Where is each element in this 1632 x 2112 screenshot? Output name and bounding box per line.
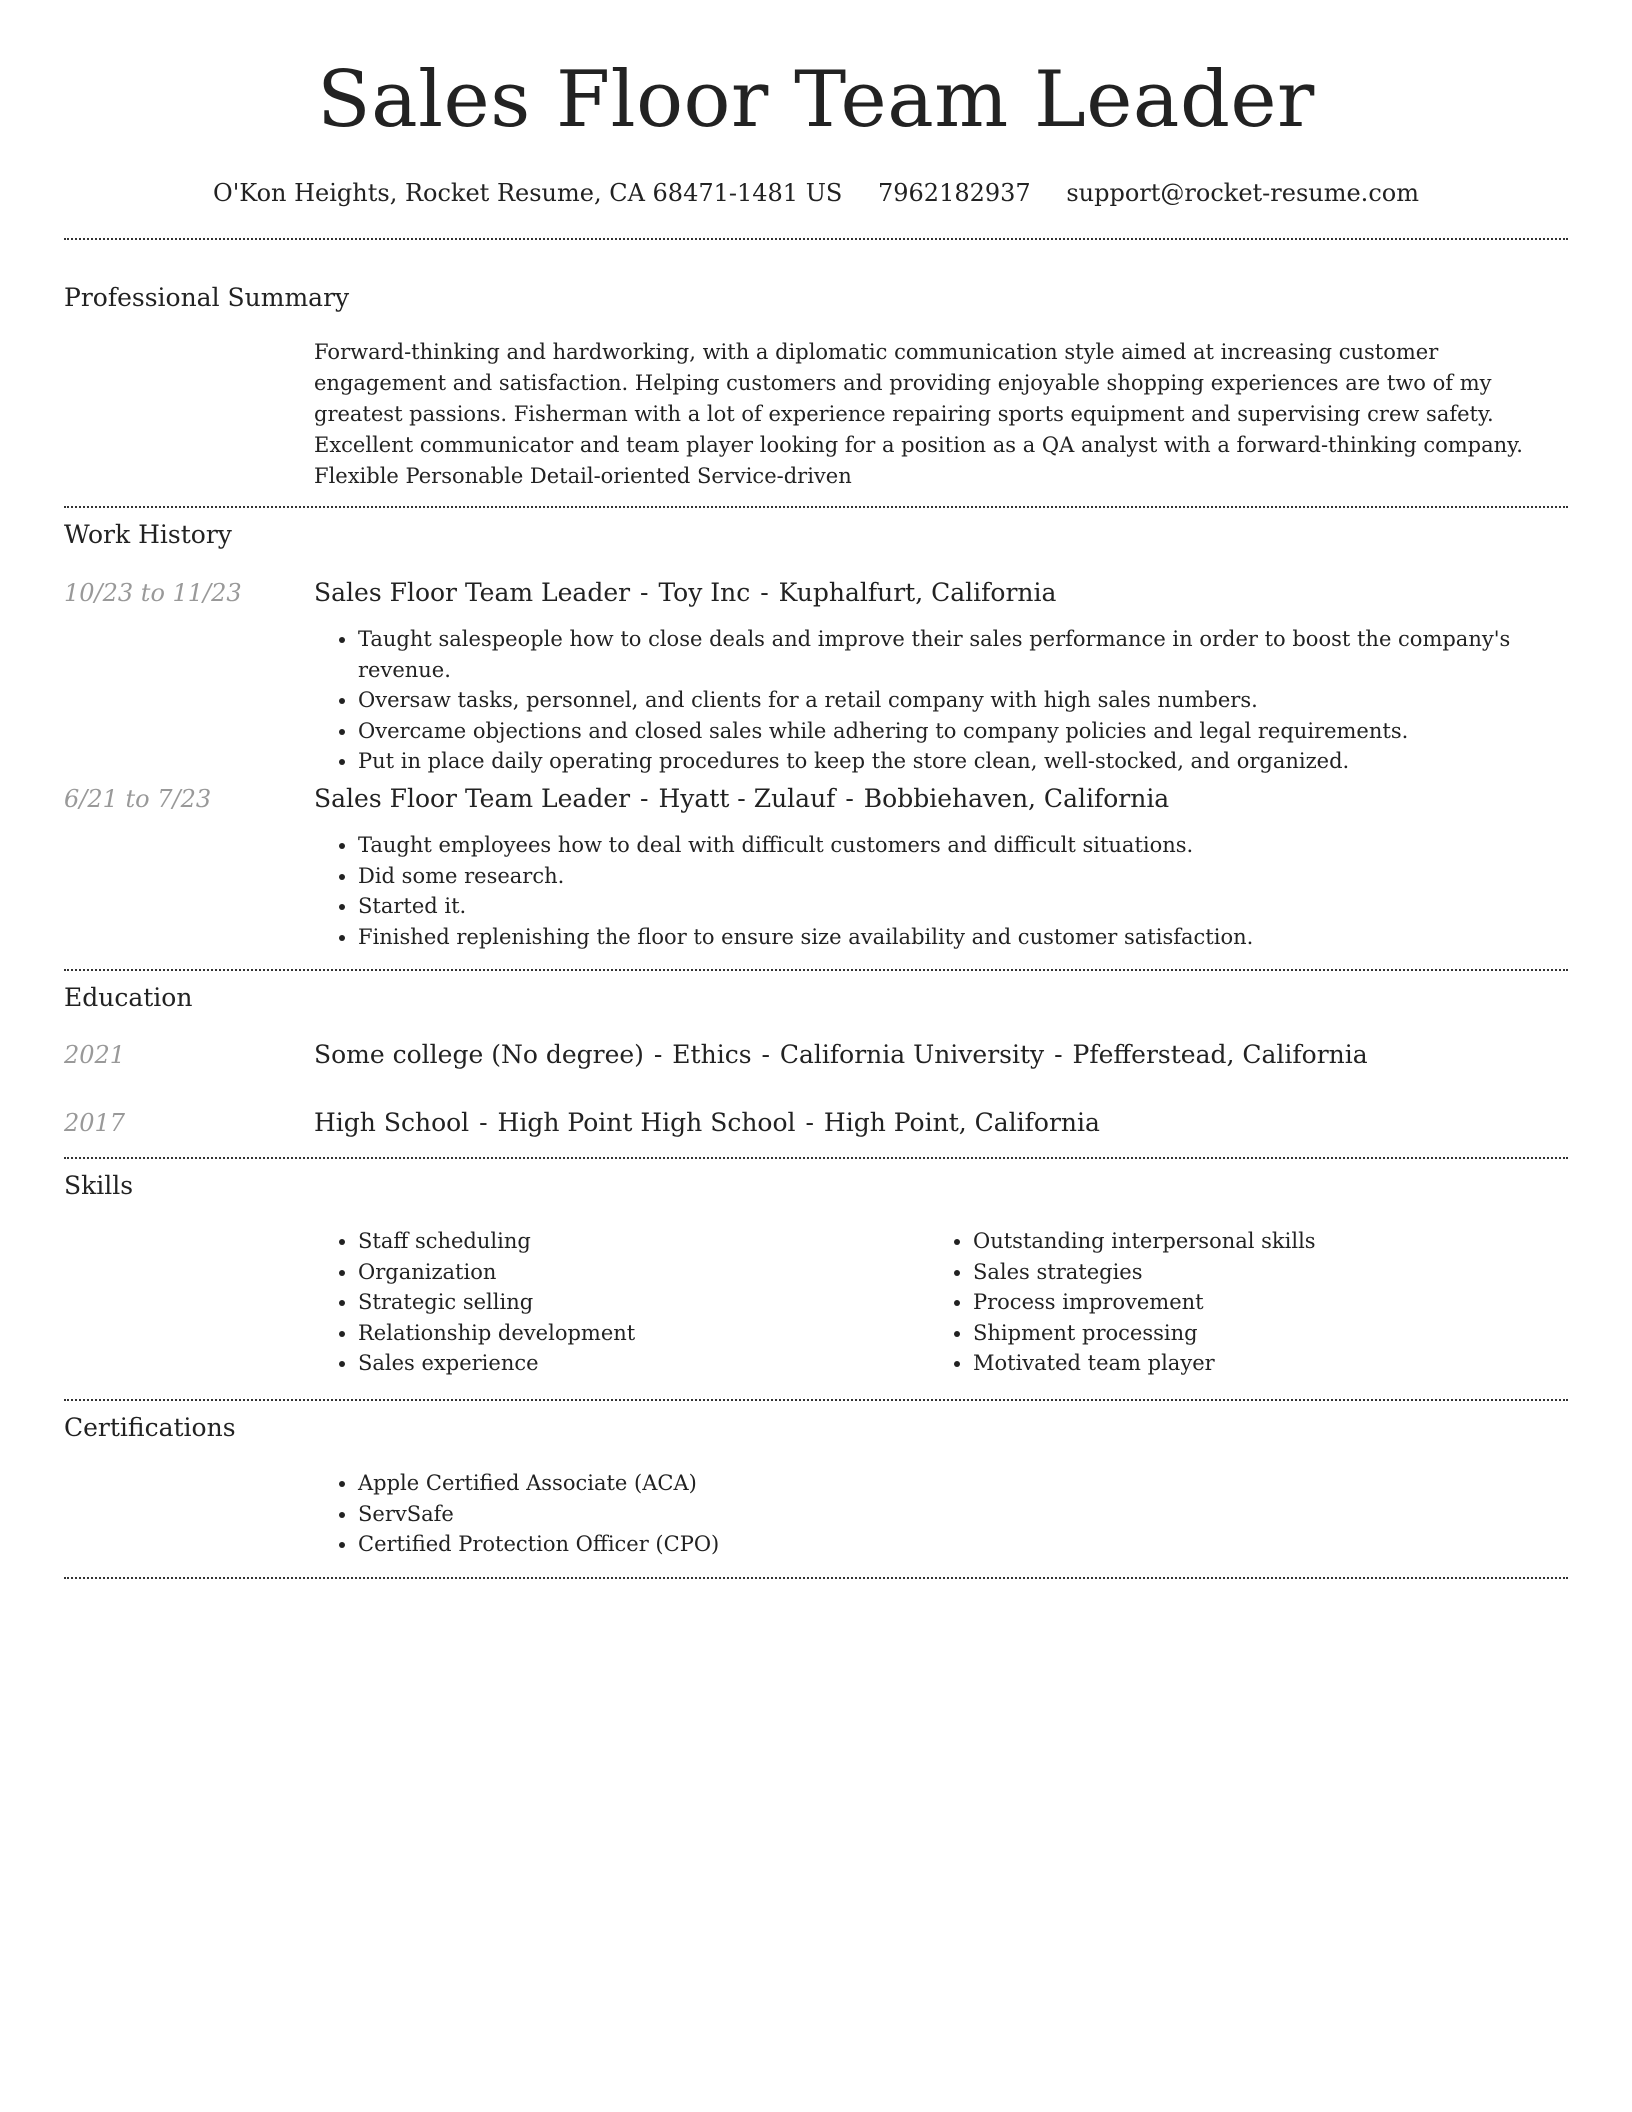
job-dates: 6/21 to 7/23	[64, 785, 212, 813]
education-degree: High School	[314, 1108, 470, 1137]
list-item: • Outstanding interpersonal skills	[973, 1226, 1529, 1257]
education-title-line: High School - High Point High School - High Point, California	[314, 1108, 1100, 1137]
job-entry	[314, 784, 1564, 952]
job-entry	[314, 578, 1564, 777]
job-bullets	[314, 830, 1564, 952]
list-item: • Organization	[358, 1257, 914, 1288]
job-dates: 10/23 to 11/23	[64, 579, 242, 607]
certifications-list	[314, 1468, 1564, 1560]
summary-block	[314, 337, 1564, 492]
list-item: • ServSafe	[358, 1499, 1564, 1530]
certifications-block	[314, 1468, 1564, 1560]
certifications-heading: Certifications	[64, 1413, 236, 1442]
job-company: Toy Inc	[658, 578, 751, 607]
list-item: • Sales experience	[358, 1348, 914, 1379]
job-location: Bobbiehaven, California	[863, 784, 1170, 813]
contact-email: support@rocket-resume.com	[1066, 179, 1419, 207]
education-entry	[314, 1108, 1564, 1138]
list-item: • Sales strategies	[973, 1257, 1529, 1288]
resume-header	[0, 0, 1632, 208]
job-location: Kuphalfurt, California	[778, 578, 1057, 607]
section-divider	[64, 1577, 1568, 1579]
section-divider	[64, 1157, 1568, 1159]
education-title-line: Some college (No degree) - Ethics - California University - Pfefferstead, California	[314, 1040, 1368, 1069]
section-divider	[64, 969, 1568, 971]
list-item: • Did some research.	[358, 861, 1564, 892]
contact-address: O'Kon Heights, Rocket Resume, CA 68471-1481 US	[213, 179, 843, 207]
education-heading: Education	[64, 983, 193, 1012]
list-item: • Overcame objections and closed sales while adhering to company policies and legal requirements.	[358, 716, 1564, 747]
list-item: • Taught employees how to deal with difficult customers and difficult situations.	[358, 830, 1564, 861]
list-item: • Relationship development	[358, 1318, 914, 1349]
summary-heading: Professional Summary	[64, 283, 350, 312]
list-item: • Certified Protection Officer (CPO)	[358, 1529, 1564, 1560]
list-item: • Oversaw tasks, personnel, and clients for a retail company with high sales numbers.	[358, 685, 1564, 716]
contact-line	[0, 178, 1632, 208]
section-divider	[64, 1399, 1568, 1401]
skills-column-right	[929, 1226, 1529, 1379]
list-item: • Started it.	[358, 891, 1564, 922]
skills-list	[314, 1226, 914, 1379]
candidate-name: Sales Floor Team Leader	[317, 55, 1315, 145]
job-position: Sales Floor Team Leader	[314, 578, 631, 607]
education-year: 2017	[64, 1109, 126, 1137]
education-year: 2021	[64, 1041, 126, 1069]
list-item: • Process improvement	[973, 1287, 1529, 1318]
education-school: High Point High School	[497, 1108, 796, 1137]
education-degree: Some college (No degree)	[314, 1040, 644, 1069]
education-location: High Point, California	[823, 1108, 1100, 1137]
job-title-line: Sales Floor Team Leader - Toy Inc - Kuphalfurt, California	[314, 578, 1057, 607]
skills-list	[929, 1226, 1529, 1379]
list-item: • Shipment processing	[973, 1318, 1529, 1349]
education-field: Ethics	[672, 1040, 752, 1069]
education-school: California University	[779, 1040, 1045, 1069]
list-item: • Apple Certified Associate (ACA)	[358, 1468, 1564, 1499]
contact-phone: 7962182937	[878, 179, 1031, 207]
section-divider	[64, 238, 1568, 240]
skills-column-left	[314, 1226, 914, 1379]
section-divider	[64, 506, 1568, 508]
job-position: Sales Floor Team Leader	[314, 784, 631, 813]
list-item: • Finished replenishing the floor to ensure size availability and customer satisfaction.	[358, 922, 1564, 953]
education-location: Pfefferstead, California	[1072, 1040, 1368, 1069]
education-entry	[314, 1040, 1564, 1070]
work-history-heading: Work History	[64, 520, 232, 549]
list-item: • Put in place daily operating procedures to keep the store clean, well-stocked, and organized.	[358, 746, 1564, 777]
skills-heading: Skills	[64, 1171, 134, 1200]
job-company: Hyatt - Zulauf	[658, 784, 836, 813]
list-item: • Strategic selling	[358, 1287, 914, 1318]
summary-text: Forward-thinking and hardworking, with a diplomatic communication style aimed at increasing customer engagement and satisfaction. Helping customers and providing enjoyable shopping experiences are two of my greatest passions. Fisherman with a lot of experience repairing sports equipment and supervising crew safety. Excellent communicator and team player looking for a position as a QA analyst with a forward-thinking company. Flexible Personable Detail-oriented Service-driven	[314, 340, 1523, 488]
job-bullets	[314, 624, 1564, 777]
job-title-line: Sales Floor Team Leader - Hyatt - Zulauf - Bobbiehaven, California	[314, 784, 1170, 813]
list-item: • Motivated team player	[973, 1348, 1529, 1379]
list-item: • Taught salespeople how to close deals and improve their sales performance in order to boost the company's revenue.	[358, 624, 1564, 685]
list-item: • Staff scheduling	[358, 1226, 914, 1257]
